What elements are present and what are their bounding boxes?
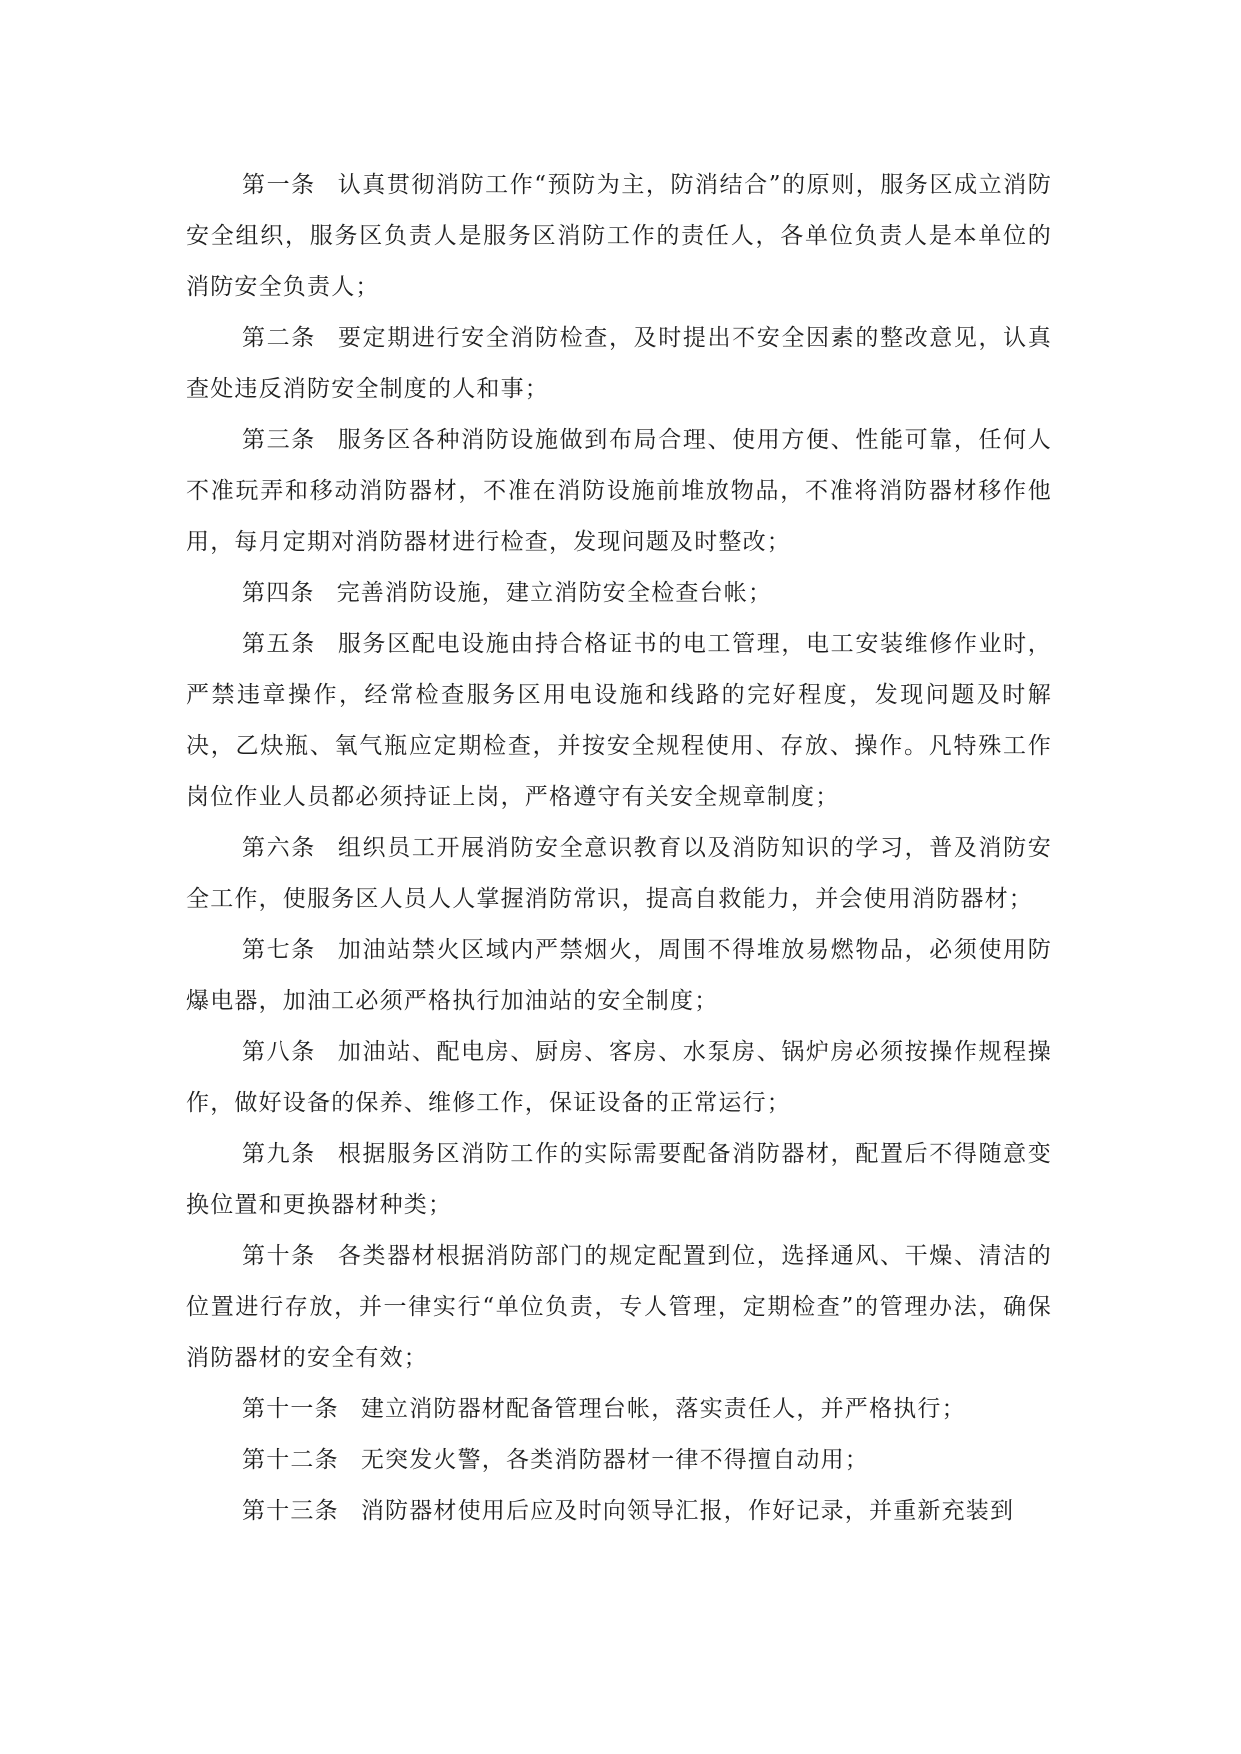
article-6 [186, 823, 1052, 925]
article-7 [186, 925, 1052, 1027]
article-2 [186, 313, 1052, 415]
article-number: 第十条 [242, 1243, 316, 1269]
article-number: 第五条 [242, 631, 316, 657]
article-number: 第八条 [242, 1039, 316, 1065]
article-text: 加油站禁火区域内严禁烟火，周围不得堆放易燃物品，必须使用防爆电器，加油工必须严格执行加油站的安全制度； [186, 937, 1052, 1014]
article-text: 组织员工开展消防安全意识教育以及消防知识的学习，普及消防安全工作，使服务区人员人人掌握消防常识，提高自救能力，并会使用消防器材； [186, 835, 1052, 912]
article-4 [186, 568, 1052, 619]
article-text: 消防器材使用后应及时向领导汇报，作好记录，并重新充装到 [360, 1498, 1015, 1524]
article-number: 第七条 [242, 937, 316, 963]
article-text: 加油站、配电房、厨房、客房、水泵房、锅炉房必须按操作规程操作，做好设备的保养、维修工作，保证设备的正常运行； [186, 1039, 1052, 1116]
article-number: 第六条 [242, 835, 316, 861]
article-number: 第二条 [242, 325, 316, 351]
article-number: 第一条 [242, 172, 316, 198]
article-text: 根据服务区消防工作的实际需要配备消防器材，配置后不得随意变换位置和更换器材种类； [186, 1141, 1052, 1218]
article-text: 无突发火警，各类消防器材一律不得擅自动用； [360, 1447, 870, 1473]
article-13 [186, 1486, 1052, 1537]
article-9 [186, 1129, 1052, 1231]
article-text: 各类器材根据消防部门的规定配置到位，选择通风、干燥、清洁的位置进行存放，并一律实行“单位负责，专人管理，定期检查”的管理办法，确保消防器材的安全有效； [186, 1243, 1052, 1371]
article-3 [186, 415, 1052, 568]
article-text: 完善消防设施，建立消防安全检查台帐； [336, 580, 773, 606]
article-number: 第十一条 [242, 1396, 339, 1422]
article-8 [186, 1027, 1052, 1129]
document-body [186, 160, 1052, 1537]
article-5 [186, 619, 1052, 823]
article-text: 服务区各种消防设施做到布局合理、使用方便、性能可靠，任何人不准玩弄和移动消防器材，不准在消防设施前堆放物品，不准将消防器材移作他用，每月定期对消防器材进行检查，发现问题及时整改； [186, 427, 1052, 555]
article-text: 建立消防器材配备管理台帐，落实责任人，并严格执行； [360, 1396, 966, 1422]
article-11 [186, 1384, 1052, 1435]
article-10 [186, 1231, 1052, 1384]
article-12 [186, 1435, 1052, 1486]
article-1 [186, 160, 1052, 313]
article-text: 认真贯彻消防工作“预防为主，防消结合”的原则，服务区成立消防安全组织，服务区负责人是服务区消防工作的责任人，各单位负责人是本单位的消防安全负责人； [186, 172, 1052, 300]
article-number: 第十二条 [242, 1447, 339, 1473]
article-number: 第四条 [242, 580, 315, 606]
article-number: 第九条 [242, 1141, 316, 1167]
article-text: 服务区配电设施由持合格证书的电工管理，电工安装维修作业时，严禁违章操作，经常检查服务区用电设施和线路的完好程度，发现问题及时解决，乙炔瓶、氧气瓶应定期检查，并按安全规程使用、存放、操作。凡特殊工作岗位作业人员都必须持证上岗，严格遵守有关安全规章制度； [186, 631, 1052, 810]
article-text: 要定期进行安全消防检查，及时提出不安全因素的整改意见，认真查处违反消防安全制度的人和事； [186, 325, 1052, 402]
article-number: 第三条 [242, 427, 316, 453]
article-number: 第十三条 [242, 1498, 339, 1524]
